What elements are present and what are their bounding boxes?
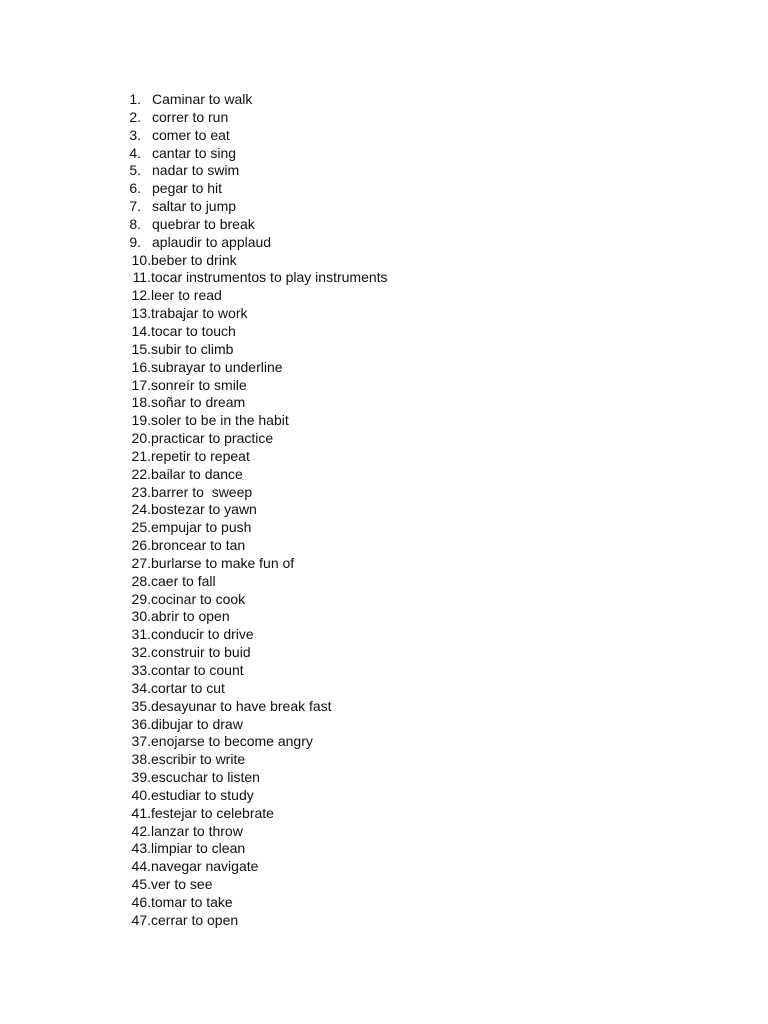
list-item <box>124 145 388 163</box>
item-number: 10. <box>131 251 151 268</box>
item-text: cocinar to cook <box>151 590 246 607</box>
item-number: 30. <box>131 608 151 625</box>
item-text: construir to buid <box>151 644 251 661</box>
item-number: 12. <box>131 287 151 304</box>
item-number: 25. <box>131 519 151 536</box>
list-item <box>124 840 388 858</box>
list-item <box>124 769 388 787</box>
item-text: contar to count <box>151 662 244 678</box>
item-number: 9. <box>129 233 141 250</box>
list-item <box>124 555 388 573</box>
item-text: tocar to touch <box>151 322 236 339</box>
list-item <box>124 430 388 448</box>
item-number: 3. <box>129 126 141 143</box>
item-number: 22. <box>131 465 151 482</box>
item-number: 27. <box>131 554 151 571</box>
list-item <box>124 323 388 341</box>
item-number: 39. <box>131 769 151 786</box>
list-item <box>124 644 388 662</box>
item-number: 5. <box>129 162 141 179</box>
list-item <box>124 823 388 841</box>
list-item <box>124 180 388 198</box>
item-text: escribir to write <box>151 751 246 768</box>
item-text: saltar to jump <box>152 198 237 215</box>
item-text: desayunar to have break fast <box>151 697 332 714</box>
item-text: barrer to sweep <box>151 483 253 500</box>
item-number: 28. <box>131 572 151 589</box>
list-item <box>124 680 388 698</box>
list-item <box>124 412 388 430</box>
item-number: 16. <box>131 358 151 375</box>
item-text: empujar to push <box>151 519 252 536</box>
item-text: beber to drink <box>151 251 237 268</box>
item-number: 40. <box>131 786 151 803</box>
item-text: burlarse to make fun of <box>151 554 295 571</box>
item-number: 11. <box>132 269 151 286</box>
list-item <box>124 858 388 876</box>
list-item <box>124 573 388 591</box>
item-text: practicar to practice <box>151 430 274 447</box>
item-text: subir to climb <box>151 340 234 357</box>
list-item <box>124 733 388 751</box>
item-number: 21. <box>131 447 151 464</box>
list-item <box>124 501 388 519</box>
item-number: 42. <box>131 822 151 839</box>
item-number: 45. <box>131 876 151 893</box>
item-text: correr to run <box>152 108 229 125</box>
list-item <box>124 269 388 287</box>
item-text: bailar to dance <box>151 465 243 482</box>
list-item <box>124 91 388 109</box>
item-number: 36. <box>131 715 151 732</box>
item-number: 43. <box>131 840 151 857</box>
list-item <box>124 876 388 894</box>
item-number: 20. <box>131 430 151 447</box>
item-text: trabajar to work <box>151 305 248 322</box>
item-text: cortar to cut <box>151 679 225 696</box>
item-number: 15. <box>131 340 151 357</box>
item-number: 38. <box>131 751 151 768</box>
list-item <box>124 751 388 769</box>
list-item <box>124 234 388 252</box>
list-item <box>124 359 388 377</box>
item-number: 4. <box>129 144 141 161</box>
item-text: soler to be in the habit <box>151 412 289 429</box>
list-item <box>124 127 388 145</box>
list-item <box>124 787 388 805</box>
item-number: 33. <box>131 662 151 678</box>
list-item <box>124 198 388 216</box>
item-text: festejar to celebrate <box>151 804 274 821</box>
list-item <box>124 341 388 359</box>
item-text: leer to read <box>151 287 222 304</box>
item-number: 31. <box>131 626 151 643</box>
item-number: 44. <box>131 858 151 875</box>
list-item <box>124 894 388 912</box>
item-number: 19. <box>131 412 151 429</box>
item-number: 29. <box>131 590 151 607</box>
item-text: limpiar to clean <box>151 840 246 857</box>
item-text: lanzar to throw <box>151 822 243 839</box>
list-item <box>124 394 388 412</box>
item-text: abrir to open <box>151 608 230 625</box>
list-item <box>124 608 388 626</box>
item-number: 7. <box>129 198 141 215</box>
item-text: quebrar to break <box>152 215 255 232</box>
list-item <box>124 805 388 823</box>
item-text: comer to eat <box>152 126 230 143</box>
item-text: tomar to take <box>151 893 233 910</box>
list-item <box>124 591 388 609</box>
item-number: 14. <box>131 322 151 339</box>
item-text: subrayar to underline <box>151 358 283 375</box>
item-text: repetir to repeat <box>151 447 250 464</box>
item-text: estudiar to study <box>151 786 254 803</box>
list-item <box>124 252 388 270</box>
item-number: 24. <box>131 501 151 518</box>
item-text: pegar to hit <box>152 180 223 197</box>
item-text: navegar navigate <box>151 858 259 875</box>
item-number: 47. <box>131 911 151 928</box>
item-text: caer to fall <box>151 572 216 589</box>
item-text: bostezar to yawn <box>151 501 257 518</box>
list-item <box>124 662 388 680</box>
item-number: 18. <box>131 394 151 411</box>
item-text: cantar to sing <box>152 144 237 161</box>
item-number: 26. <box>131 537 151 554</box>
list-item <box>124 519 388 537</box>
item-text: escuchar to listen <box>151 769 260 786</box>
item-text: ver to see <box>151 876 213 893</box>
list-item <box>124 466 388 484</box>
list-item <box>124 162 388 180</box>
item-number: 34. <box>131 679 151 696</box>
item-text: cerrar to open <box>151 911 239 928</box>
list-item <box>124 716 388 734</box>
item-number: 37. <box>131 733 151 750</box>
item-text: Caminar to walk <box>152 91 253 107</box>
item-text: enojarse to become angry <box>151 733 313 750</box>
item-number: 23. <box>131 483 151 500</box>
list-item <box>124 109 388 127</box>
item-text: nadar to swim <box>152 162 240 179</box>
list-item <box>124 912 388 930</box>
item-text: dibujar to draw <box>151 715 243 732</box>
item-text: soñar to dream <box>151 394 246 411</box>
item-number: 6. <box>129 180 141 197</box>
item-text: conducir to drive <box>151 626 254 643</box>
item-number: 13. <box>131 305 151 322</box>
item-number: 2. <box>129 108 141 125</box>
item-number: 1. <box>129 91 141 107</box>
item-number: 41. <box>131 804 151 821</box>
item-text: sonreír to smile <box>151 376 247 393</box>
list-item <box>124 698 388 716</box>
list-item <box>124 537 388 555</box>
item-number: 35. <box>131 697 151 714</box>
list-item <box>124 626 388 644</box>
item-text: aplaudir to applaud <box>152 233 272 250</box>
vocabulary-list <box>124 91 388 930</box>
list-item <box>124 216 388 234</box>
item-number: 46. <box>131 893 151 910</box>
item-number: 8. <box>129 215 141 232</box>
list-item <box>124 305 388 323</box>
item-text: tocar instrumentos to play instruments <box>151 269 388 286</box>
list-item <box>124 377 388 395</box>
item-number: 17. <box>131 376 151 393</box>
list-item <box>124 484 388 502</box>
list-item <box>124 287 388 305</box>
item-text: broncear to tan <box>151 537 246 554</box>
item-number: 32. <box>131 644 151 661</box>
list-item <box>124 448 388 466</box>
